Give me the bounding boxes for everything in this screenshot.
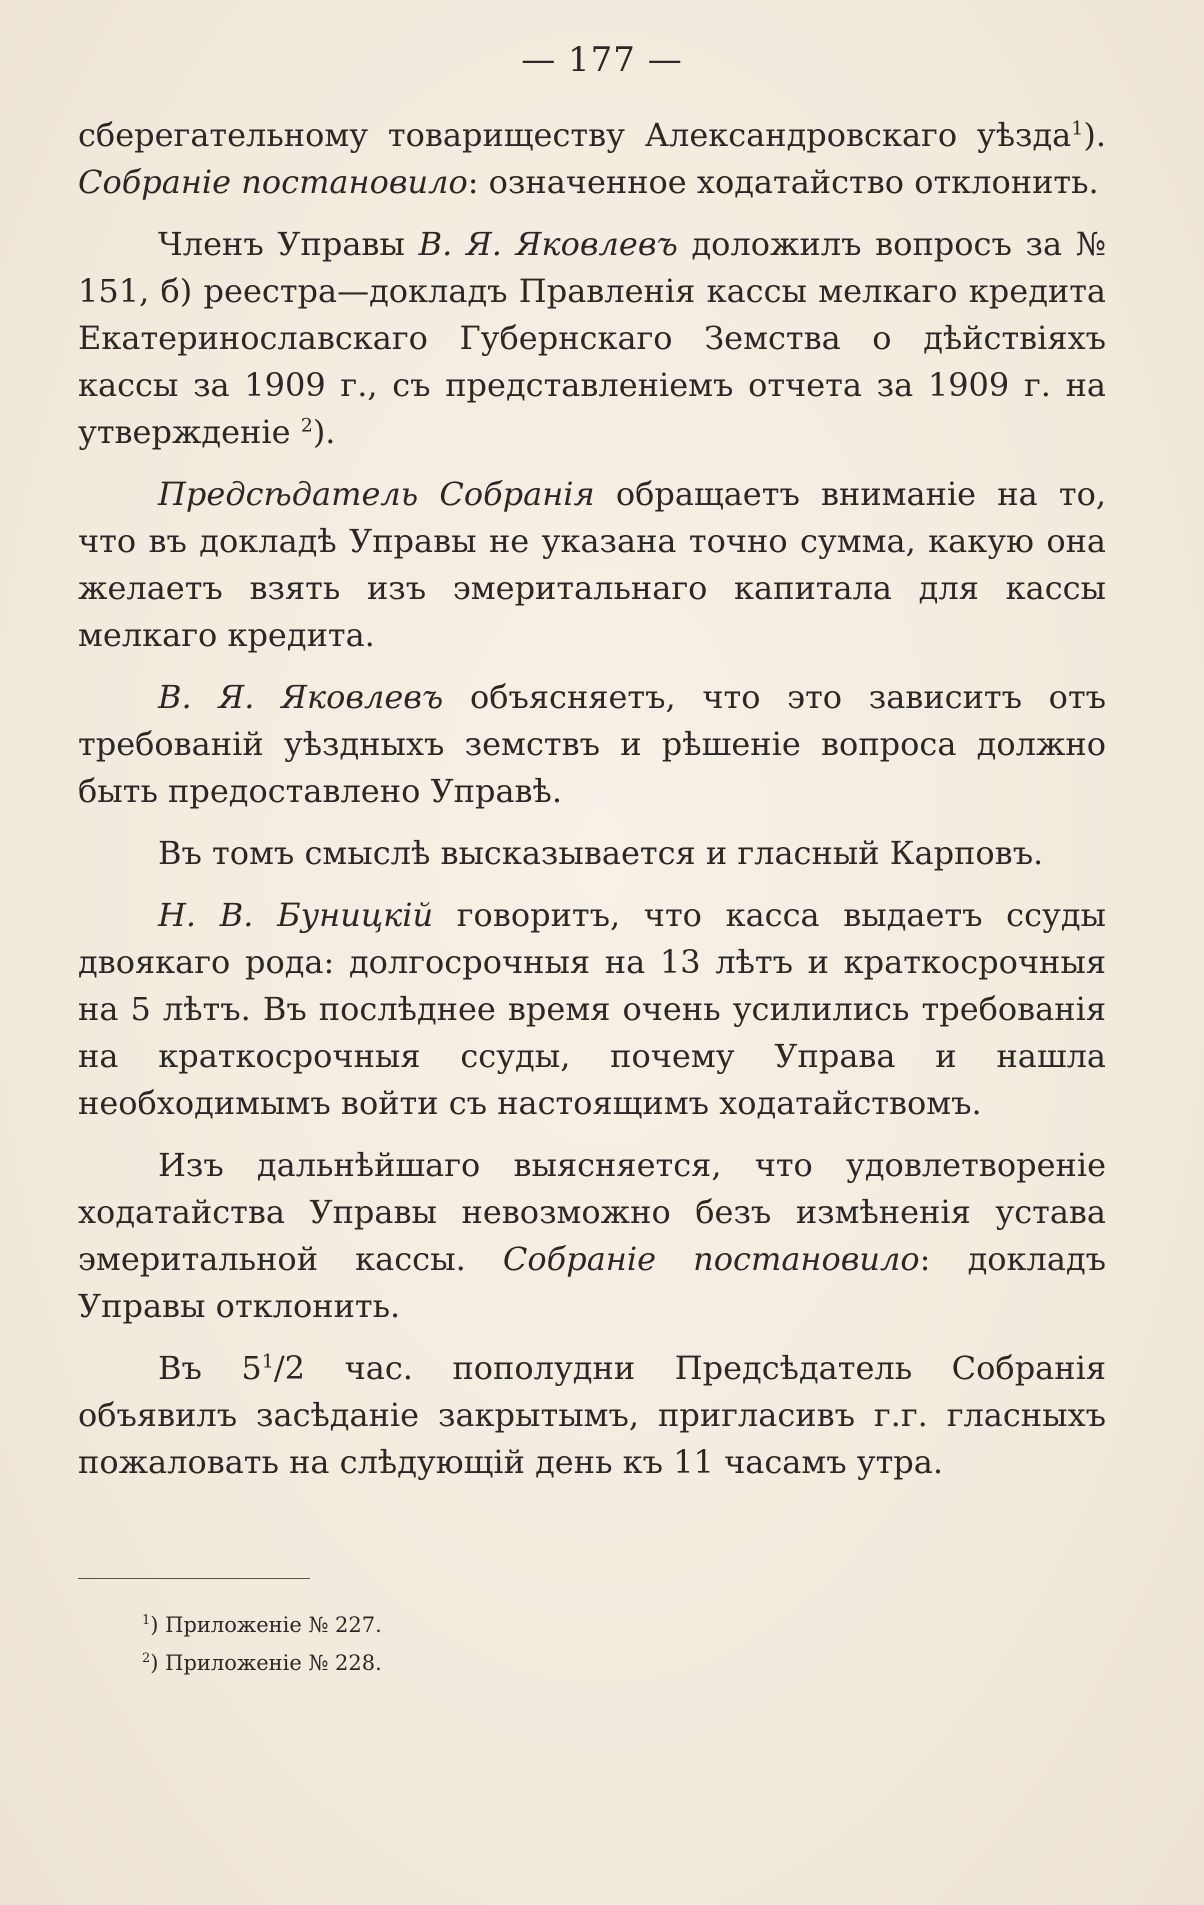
fraction-denominator: /2	[273, 1349, 306, 1387]
footnote-text: ) Приложеніе № 227.	[150, 1613, 382, 1637]
footnote-divider	[78, 1578, 310, 1579]
paragraph-8	[78, 1345, 1106, 1486]
footnote-1	[142, 1606, 842, 1644]
footnote-2	[142, 1644, 842, 1682]
speaker-name: В. Я. Яковлевъ	[418, 225, 678, 263]
paragraph-8-text: час. пополудни Предсѣдатель Собранія объявилъ засѣданіе закрытымъ, пригласивъ г.г. гласныхъ пожаловать на слѣдующій день къ 11 часамъ утра.	[78, 1349, 1107, 1481]
paragraph-1	[78, 112, 1106, 206]
paragraph-2-lead: Членъ Управы	[158, 225, 419, 263]
paragraph-2-text: доложилъ вопросъ за № 151, б) реестра—докладъ Правленія кассы мелкаго кредита Екатеринославскаго Губернскаго Земства о дѣйствіяхъ кассы за 1909 г., съ представленіемъ отчета за 1909 г. на утвержденіе	[78, 225, 1107, 451]
page-number: — 177 —	[521, 40, 683, 80]
paragraph-1-text-close: ).	[1083, 116, 1106, 154]
body-text	[78, 112, 1106, 1501]
paragraph-4	[78, 674, 1106, 815]
paragraph-2	[78, 221, 1106, 456]
paragraph-8-lead: Въ 5	[158, 1349, 262, 1387]
footnote-text: ) Приложеніе № 228.	[150, 1651, 382, 1675]
paragraph-4-text: объясняетъ, что это зависитъ отъ требованій уѣздныхъ земствъ и рѣшеніе вопроса должно быть предоставлено Управѣ.	[78, 678, 1107, 810]
fraction-numerator: 1	[261, 1350, 274, 1373]
paragraph-1-resolution: : означенное ходатайство отклонить.	[467, 163, 1099, 201]
paragraph-1-text: сберегательному товариществу Александровскаго уѣзда	[78, 116, 1072, 154]
paragraph-2-close: ).	[312, 413, 336, 451]
paragraph-5	[78, 830, 1106, 877]
resolution-label: Собраніе постановило	[78, 163, 468, 201]
footnote-mark: 2	[142, 1651, 151, 1666]
speaker-name: Н. В. Буницкій	[158, 896, 434, 934]
paragraph-6	[78, 892, 1106, 1127]
resolution-label: Собраніе постановило	[502, 1240, 920, 1278]
paragraph-5-text: Въ томъ смыслѣ высказывается и гласный Карповъ.	[158, 834, 1044, 872]
footnote-ref-1: 1	[1071, 117, 1084, 140]
paragraph-7-resolution: : докладъ Управы отклонить.	[78, 1240, 1107, 1325]
footnote-ref-2: 2	[300, 414, 313, 437]
speaker-name: В. Я. Яковлевъ	[158, 678, 444, 716]
paragraph-7-text: Изъ дальнѣйшаго выясняется, что удовлетвореніе ходатайства Управы невозможно безъ измѣненія устава эмеритальной кассы.	[78, 1146, 1106, 1278]
paragraph-3-text: обращаетъ вниманіе на то, что въ докладѣ Управы не указана точно сумма, какую она желаетъ взять изъ эмеритальнаго капитала для кассы мелкаго кредита.	[78, 475, 1107, 654]
paragraph-3	[78, 471, 1106, 659]
paragraph-7	[78, 1142, 1106, 1330]
footnotes	[142, 1606, 842, 1682]
speaker-name: Предсѣдатель Собранія	[158, 475, 595, 513]
footnote-mark: 1	[142, 1613, 151, 1628]
paragraph-6-text: говоритъ, что касса выдаетъ ссуды двоякаго рода: долгосрочныя на 13 лѣтъ и краткосрочныя на 5 лѣтъ. Въ послѣднее время очень усилились требованія на краткосрочныя ссуды, почему Управа и нашла необходимымъ войти съ настоящимъ ходатайствомъ.	[78, 896, 1106, 1122]
